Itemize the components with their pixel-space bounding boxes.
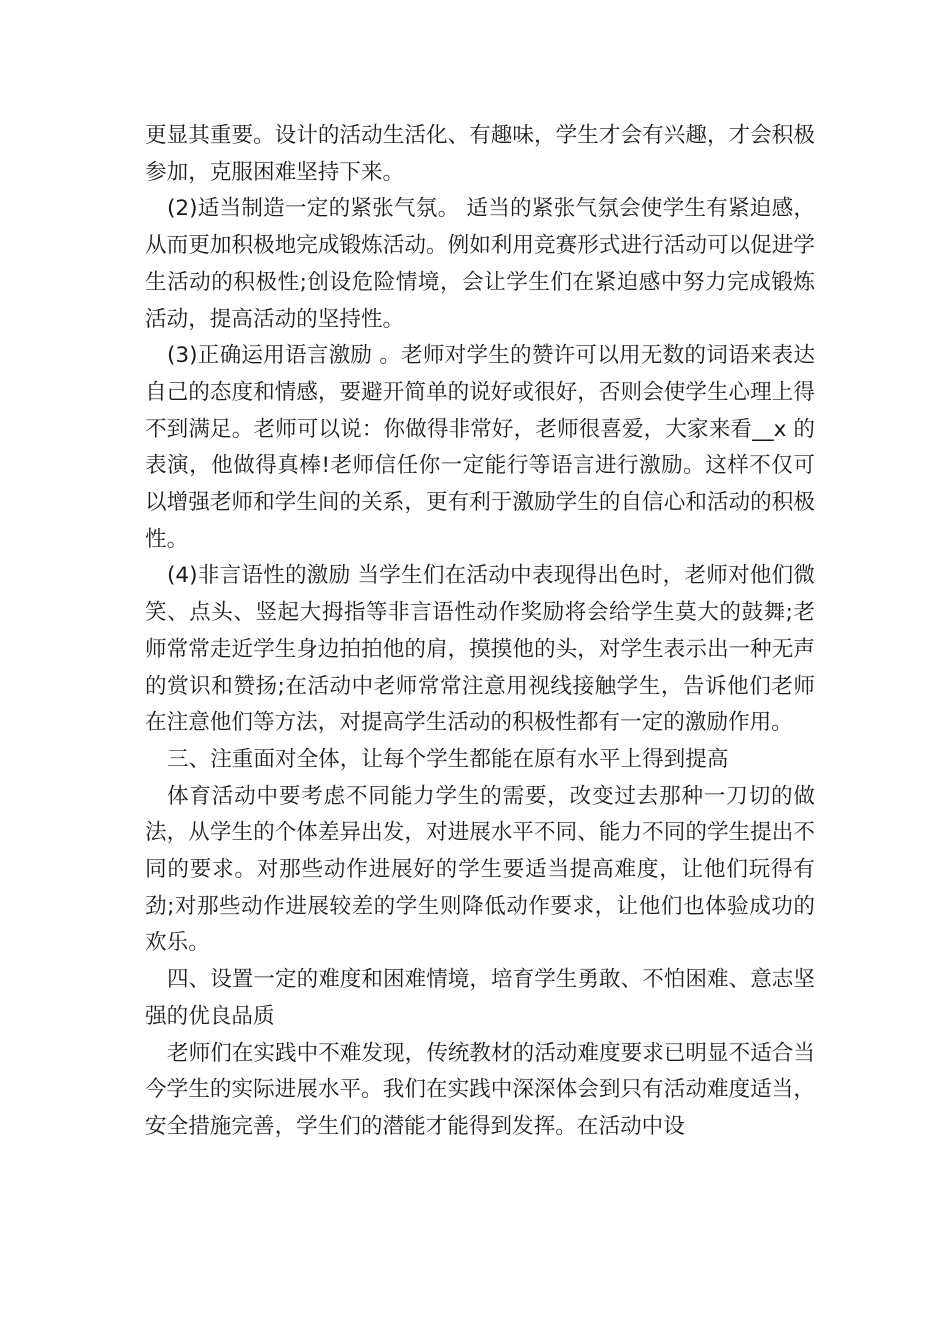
paragraph-tension-atmosphere: (2)适当制造一定的紧张气氛。 适当的紧张气氛会使学生有紧迫感，从而更加积极地完成锻炼活动。例如利用竞赛形式进行活动可以促进学生活动的积极性;创设危险情境，会让学生们在紧迫感中努力完成锻炼活动，提高活动的坚持性。: [145, 196, 815, 332]
section-heading-3: 三、注重面对全体，让每个学生都能在原有水平上得到提高: [167, 746, 729, 772]
paragraph-verbal-encouragement: (3)正确运用语言激励 。老师对学生的赞许可以用无数的词语来表达自己的态度和情感，要避开简单的说好或很好，否则会使学生心理上得不到满足。老师可以说：你做得非常好，老师很喜爱，大家来看__x 的表演，他做得真棒!老师信任你一定能行等语言进行激励。这样不仅可以增强老师和学生间的关系，更有利于激励学生的自信心和活动的积极性。: [145, 343, 815, 552]
paragraph-individual-differences: 体育活动中要考虑不同能力学生的需要，改变过去那种一刀切的做法，从学生的个体差异出发，对进展水平不同、能力不同的学生提出不同的要求。对那些动作进展好的学生要适当提高难度，让他们玩得有劲;对那些动作进展较差的学生则降低动作要求，让他们也体验成功的欢乐。: [145, 783, 815, 956]
section-heading-4: 四、设置一定的难度和困难情境，培育学生勇敢、不怕困难、意志坚强的优良品质: [145, 967, 815, 1029]
paragraph-difficulty-setting: 老师们在实践中不难发现，传统教材的活动难度要求已明显不适合当今学生的实际进展水平。我们在实践中深深体会到只有活动难度适当，安全措施完善，学生们的潜能才能得到发挥。在活动中设: [145, 1040, 815, 1139]
document-body: [145, 118, 815, 1146]
paragraph-nonverbal-encouragement: (4)非言语性的激励 当学生们在活动中表现得出色时，老师对他们微笑、点头、竖起大拇指等非言语性动作奖励将会给学生莫大的鼓舞;老师常常走近学生身边拍拍他的肩，摸摸他的头，对学生表示出一种无声的赏识和赞扬;在活动中老师常常注意用视线接触学生，告诉他们老师在注意他们等方法，对提高学生活动的积极性都有一定的激励作用。: [145, 563, 815, 736]
paragraph-continuation: 更显其重要。设计的活动生活化、有趣味，学生才会有兴趣，才会积极参加，克服困难坚持下来。: [145, 123, 815, 185]
